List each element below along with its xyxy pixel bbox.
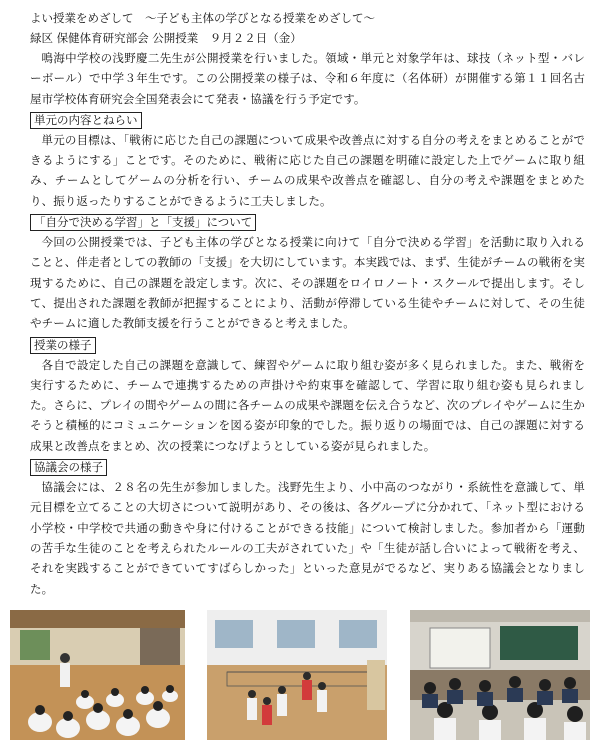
page-title: よい授業をめざして ～子ども主体の学びとなる授業をめざして～ [30, 11, 375, 25]
photo-conference-room [410, 610, 590, 740]
section-body: 各自で設定した自己の課題を意識して、練習やゲームに取り組む姿が多く見られました。また、戦術を実行するために、チームで連携するための声掛けや約束事を確認して、学習に取り組む姿も見られました。さらに、プレイの間やゲームの間に各チームの成果や課題を伝え合うなど、次のプレイやゲームに生かそうと積極的にコミュニケーションを図る姿が印象的でした。振り返りの場面では、自己の課題に対する成果と改善点をまとめ、次の授業につなげようとしている姿が見られました。 [30, 357, 585, 453]
section-lesson [30, 334, 585, 456]
photo-gym-students [10, 610, 185, 740]
section-unit [30, 109, 585, 211]
section-support [30, 211, 585, 333]
document [30, 8, 585, 599]
photo-volleyball-game [207, 610, 387, 740]
photo-strip [0, 610, 600, 750]
section-body: 協議会には、２８名の先生が参加しました。浅野先生より、小中高のつながり・系統性を意識して、単元目標を立てることの大切さについて説明があり、その後は、各グループに分かれて、「ネット型における小学校・中学校で共通の動きや身に付けることができる技能」について検討しました。参加者から「運動の苦手な生徒のことを考えられたルールの工夫がされていた」や「生徒が話し合いによって戦術を考え、それを実践することができていてすばらしかった」といった意見がでるなど、実りある協議会となりました。 [30, 480, 585, 596]
section-body: 今回の公開授業では、子ども主体の学びとなる授業に向けて「自分で決める学習」を活動に取り入れることと、伴走者としての教師の「支援」を大切にしています。本実践では、まず、生徒がチームの戦術を実現するために、自己の課題を設定します。次に、その課題をロイロノート・スクールで提出します。そして、提出された課題を教師が把握することにより、活動が停滞している生徒やチームに対して、その生徒やチームに適した教師支援を行うことができると考えました。 [30, 235, 585, 331]
section-heading: 授業の様子 [30, 337, 96, 354]
section-heading: 協議会の様子 [30, 459, 107, 476]
section-body: 単元の目標は、「戦術に応じた自己の課題について成果や改善点に対する自分の考えをまとめることができるようにする」ことです。そのために、戦術に応じた自己の課題を明確に設定した上でゲームに取り組み、チームとしてゲームの分析を行い、チームの成果や改善点を確認し、自分の考えや課題をまとめたり、振り返ったりすることができるように工夫しました。 [30, 132, 585, 208]
meeting-info: 緑区 保健体育研究部会 公開授業 ９月２２日（金） [30, 31, 302, 45]
section-conference [30, 456, 585, 599]
section-heading: 単元の内容とねらい [30, 112, 142, 129]
section-heading: 「自分で決める学習」と「支援」について [30, 214, 256, 231]
intro-paragraph: 鳴海中学校の浅野慶二先生が公開授業を行いました。領域・単元と対象学年は、球技（ネット型・バレーボール）で中学３年生です。この公開授業の様子は、令和６年度に（名体研）が開催する第１１回名古屋市学校体育研究会全国発表会にて発表・協議を行う予定です。 [30, 51, 585, 106]
